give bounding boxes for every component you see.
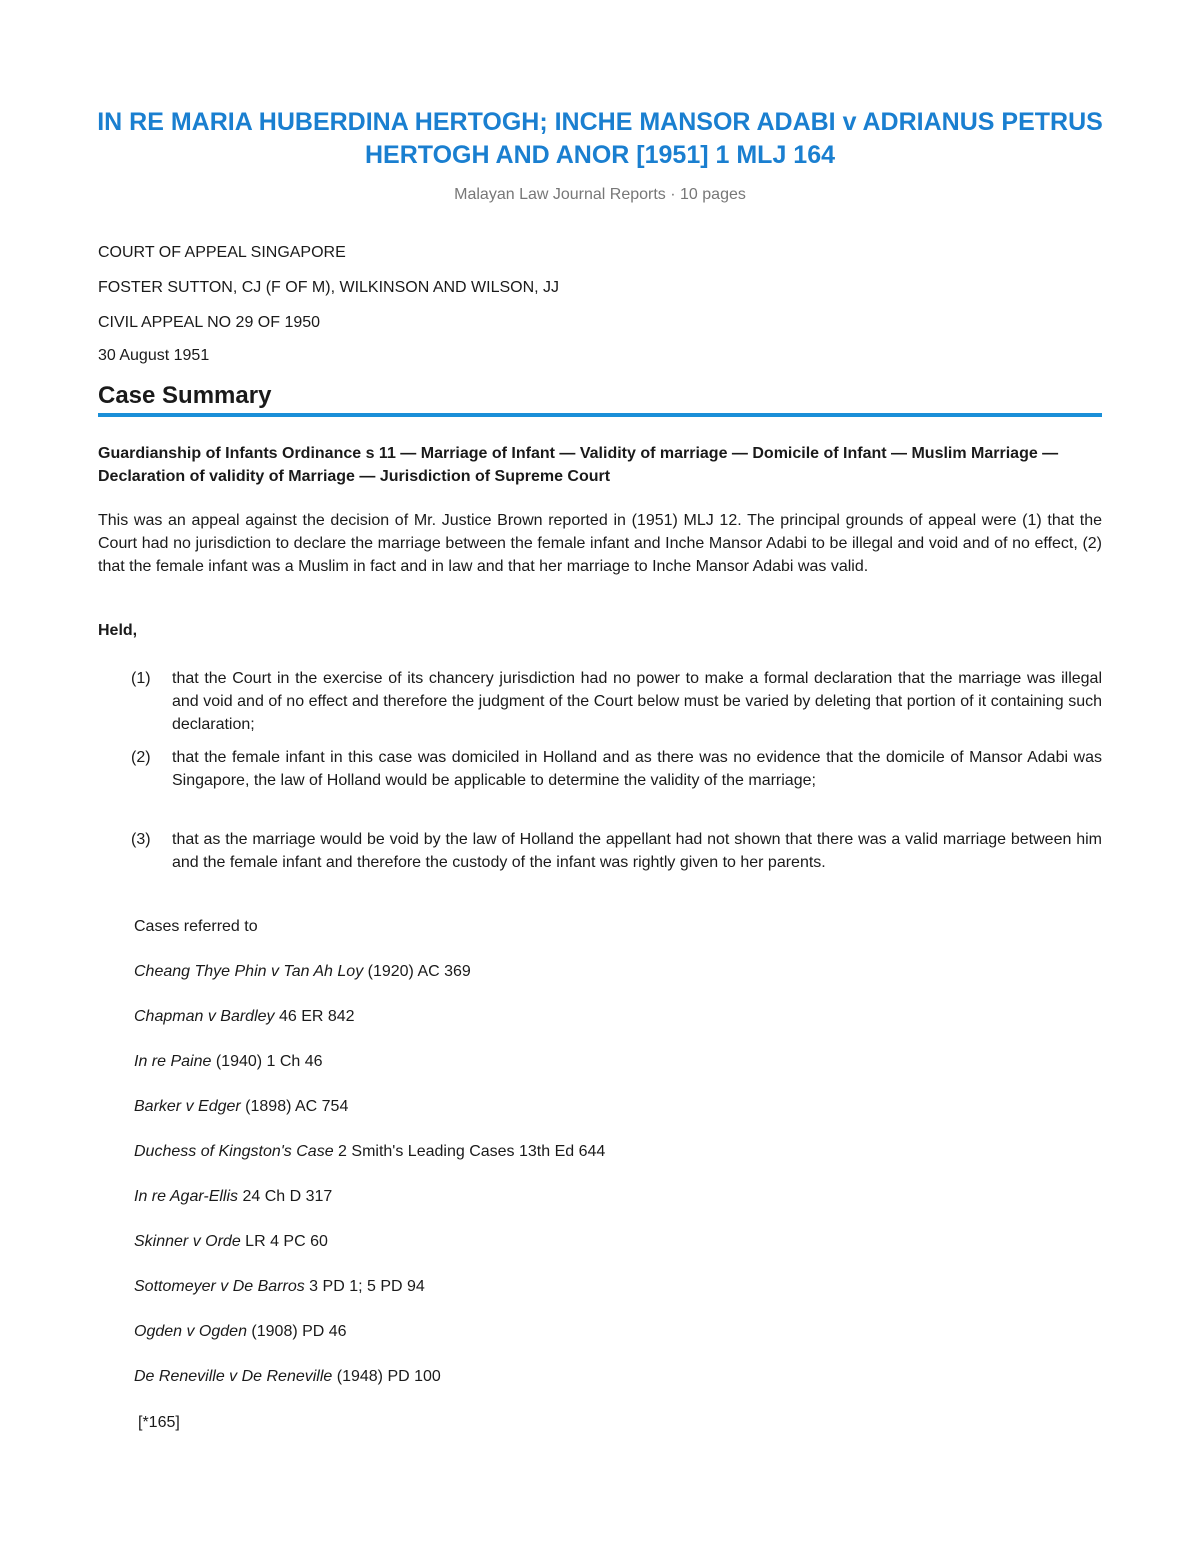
case-name: Ogden v Ogden <box>134 1323 247 1340</box>
case-reference <box>134 1278 425 1296</box>
held-item-text: that the female infant in this case was domiciled in Holland and as there was no evidence that the domicile of Mansor Adabi was Singapore, the law of Holland would be applicable to determine the validity of the marriage; <box>172 749 1102 789</box>
document-title: IN RE MARIA HUBERDINA HERTOGH; INCHE MANSOR ADABI v ADRIANUS PETRUS HERTOGH AND ANOR [1951] 1 MLJ 164 <box>97 108 1103 169</box>
case-citation: 46 ER 842 <box>274 1008 355 1025</box>
case-citation: 24 Ch D 317 <box>238 1188 333 1205</box>
case-name: Sottomeyer v De Barros <box>134 1278 305 1295</box>
section-divider <box>98 413 1102 417</box>
case-citation: (1948) PD 100 <box>332 1368 441 1385</box>
court-name: COURT OF APPEAL SINGAPORE <box>98 244 346 261</box>
case-citation: (1908) PD 46 <box>246 1323 347 1340</box>
case-name: In re Paine <box>134 1053 212 1070</box>
case-reference <box>134 963 471 981</box>
case-name: Duchess of Kingston's Case <box>134 1143 334 1160</box>
case-number: CIVIL APPEAL NO 29 OF 1950 <box>98 314 321 331</box>
case-citation: LR 4 PC 60 <box>240 1233 328 1250</box>
case-reference <box>134 1098 348 1116</box>
case-citation: (1940) 1 Ch 46 <box>211 1053 323 1070</box>
case-reference <box>134 1323 347 1341</box>
case-citation: 3 PD 1; 5 PD 94 <box>304 1278 425 1295</box>
case-name: In re Agar-Ellis <box>134 1188 239 1205</box>
document-subtitle: Malayan Law Journal Reports · 10 pages <box>454 186 746 203</box>
summary-paragraph: This was an appeal against the decision of Mr. Justice Brown reported in (1951) MLJ 12. The principal grounds of appeal were (1) that the Court had no jurisdiction to declare the marriage between the female infant and Inche Mansor Adabi to be illegal and void and of no effect, (2) that the female infant was a Muslim in fact and in law and that her marriage to Inche Mansor Adabi was valid. <box>98 512 1102 575</box>
held-item-number: (1) <box>131 670 151 687</box>
held-item-text: that as the marriage would be void by the law of Holland the appellant had not shown that there was a valid marriage between him and the female infant and therefore the custody of the infant was rightly given to her parents. <box>172 831 1102 871</box>
case-name: Skinner v Orde <box>134 1233 241 1250</box>
case-citation: 2 Smith's Leading Cases 13th Ed 644 <box>333 1143 606 1160</box>
held-label: Held, <box>98 622 138 639</box>
case-reference <box>134 1233 328 1251</box>
catchwords: Guardianship of Infants Ordinance s 11 — Marriage of Infant — Validity of marriage — Domicile of Infant — Muslim Marriage — Declaration of validity of Marriage — Jurisdiction of Supreme Court <box>98 445 1059 485</box>
held-item-number: (2) <box>131 749 151 766</box>
case-name: Cheang Thye Phin v Tan Ah Loy <box>134 963 364 980</box>
held-item-text: that the Court in the exercise of its chancery jurisdiction had no power to make a formal declaration that the marriage was illegal and void and of no effect and therefore the judgment of the Court below must be varied by deleting that portion of it containing such declaration; <box>172 670 1102 733</box>
case-name: Chapman v Bardley <box>134 1008 275 1025</box>
case-citation: (1920) AC 369 <box>363 963 471 980</box>
page-reference: [*165] <box>138 1414 180 1431</box>
section-heading: Case Summary <box>98 382 272 409</box>
case-reference <box>134 1143 605 1161</box>
cases-label: Cases referred to <box>134 918 258 935</box>
case-name: De Reneville v De Reneville <box>134 1368 333 1385</box>
case-name: Barker v Edger <box>134 1098 241 1115</box>
case-reference <box>134 1008 355 1026</box>
case-citation: (1898) AC 754 <box>240 1098 349 1115</box>
held-item-number: (3) <box>131 831 151 848</box>
case-reference <box>134 1188 332 1206</box>
decision-date: 30 August 1951 <box>98 347 210 364</box>
judges: FOSTER SUTTON, CJ (F OF M), WILKINSON AND WILSON, JJ <box>98 279 560 296</box>
case-reference <box>134 1053 323 1071</box>
case-reference <box>134 1368 441 1386</box>
